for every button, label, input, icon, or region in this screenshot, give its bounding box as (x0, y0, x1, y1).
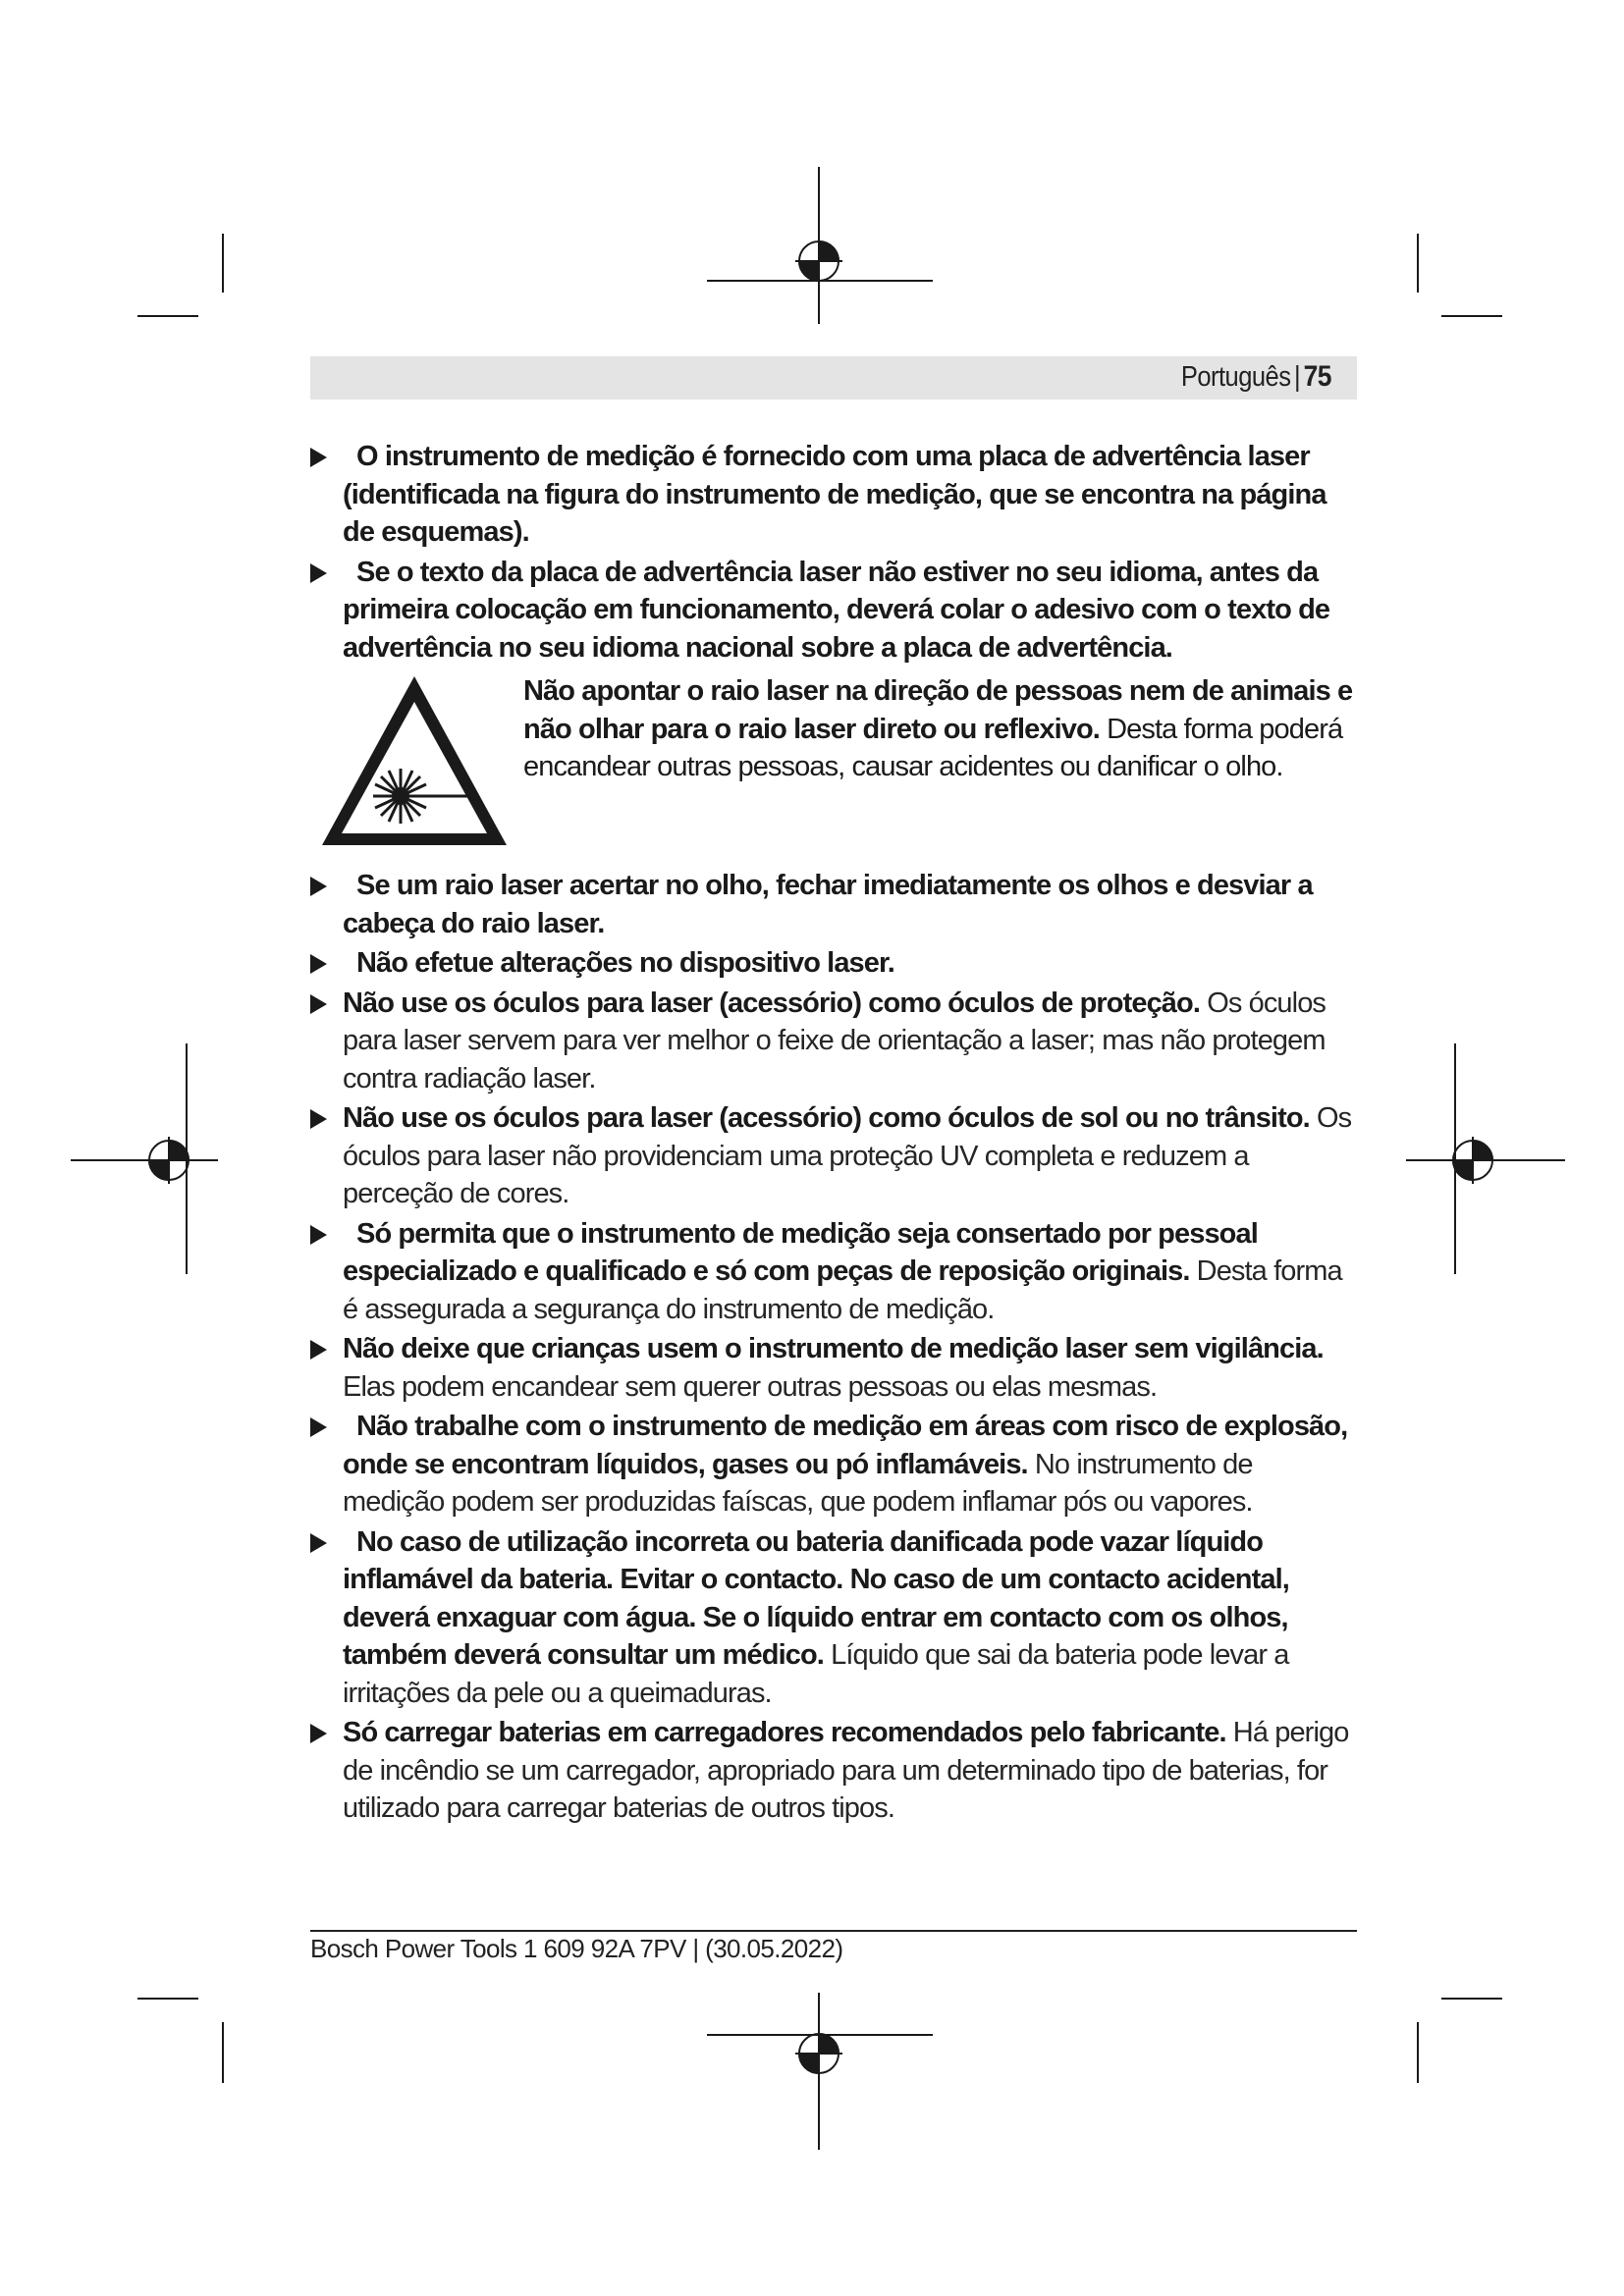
item-lead: Não efetue alterações no dispositivo laser. (356, 947, 894, 979)
header-separator: | (1294, 361, 1301, 393)
item-lead: Só carregar baterias em carregadores recomendados pelo fabricante. (343, 1717, 1226, 1748)
registration-mark-right-icon (1406, 1043, 1565, 1274)
registration-mark-top-icon (707, 167, 933, 324)
item-lead: No caso de utilização incorreta ou bateria danificada pode vazar líquido inflamável da bateria. Evitar o contacto. No caso de um contacto acidental, deverá enxaguar com água. Se o líquido entrar em contacto com os olhos, também deverá consultar um médico. (343, 1525, 1289, 1671)
list-item (310, 1408, 1357, 1522)
triangle-right-icon (310, 877, 327, 896)
header-title (1181, 360, 1331, 394)
item-lead: Não deixe que crianças usem o instrumento de medição laser sem vigilância. (343, 1333, 1324, 1364)
safety-instructions (310, 438, 1357, 1830)
footer-rule (310, 1930, 1357, 1932)
triangle-right-icon (310, 1109, 327, 1129)
item-body: Líquido que sai da bateria pode levar a irritações da pele ou a queimaduras. (343, 1639, 1289, 1709)
list-item (310, 1523, 1357, 1713)
registration-mark-bottom-icon (707, 1993, 933, 2150)
triangle-right-icon (310, 448, 327, 467)
triangle-right-icon (310, 1340, 327, 1360)
triangle-right-icon (310, 994, 327, 1014)
page-number: 75 (1303, 360, 1331, 393)
triangle-right-icon (310, 1417, 327, 1437)
item-lead: Não use os óculos para laser (acessório) como óculos de sol ou no trânsito. (343, 1102, 1310, 1134)
item-lead: Não use os óculos para laser (acessório) como óculos de proteção. (343, 987, 1201, 1019)
page-header (310, 356, 1357, 400)
laser-warning-text (523, 672, 1368, 786)
item-lead: O instrumento de medição é fornecido com uma placa de advertência laser (identificada na figura do instrumento de medição, que se encontra na página de esquemas). (343, 441, 1326, 548)
item-body: Elas podem encandear sem querer outras pessoas ou elas mesmas. (343, 1370, 1158, 1403)
list-item (310, 867, 1357, 942)
warning-lead: Não apontar o raio laser na direção de pessoas nem de animais e não olhar para o raio laser direto ou reflexivo. (523, 675, 1353, 745)
warning-body: Desta forma poderá encandear outras pessoas, causar acidentes ou danificar o olho. (523, 713, 1343, 782)
list-item (310, 944, 1357, 983)
item-body: Há perigo de incêndio se um carregador, apropriado para um determinado tipo de baterias, for utilizado para carregar baterias de outros tipos. (343, 1717, 1349, 1824)
item-lead: Se o texto da placa de advertência laser não estiver no seu idioma, antes da primeira colocação em funcionamento, deverá colar o adesivo com o texto de advertência no seu idioma nacional sobre a placa de advertência. (343, 556, 1330, 664)
list-item (310, 1714, 1357, 1828)
list-item (310, 438, 1357, 552)
list-item (310, 985, 1357, 1098)
laser-warning-block (310, 672, 1357, 855)
item-body: No instrumento de medição podem ser produzidas faíscas, que podem inflamar pós ou vapores. (343, 1448, 1253, 1518)
triangle-right-icon (310, 1225, 327, 1245)
page-footer: Bosch Power Tools 1 609 92A 7PV | (30.05.2022) (310, 1934, 843, 1963)
triangle-right-icon (310, 1533, 327, 1553)
triangle-right-icon (310, 563, 327, 583)
list-item (310, 1215, 1357, 1329)
item-lead: Só permita que o instrumento de medição seja consertado por pessoal especializado e qualificado e só com peças de reposição originais. (343, 1217, 1258, 1287)
registration-mark-left-icon (71, 1043, 218, 1274)
header-language: Português (1180, 361, 1291, 393)
list-item (310, 1099, 1357, 1213)
laser-warning-triangle-icon (318, 672, 511, 849)
item-body: Desta forma é assegurada a segurança do instrumento de medição. (343, 1255, 1342, 1325)
item-lead: Se um raio laser acertar no olho, fechar imediatamente os olhos e desviar a cabeça do raio laser. (343, 870, 1313, 939)
list-item (310, 554, 1357, 667)
item-body: Os óculos para laser servem para ver melhor o feixe de orientação a laser; mas não protegem contra radiação laser. (343, 987, 1326, 1095)
triangle-right-icon (310, 954, 327, 974)
triangle-right-icon (310, 1724, 327, 1743)
item-lead: Não trabalhe com o instrumento de medição em áreas com risco de explosão, onde se encontram líquidos, gases ou pó inflamáveis. (343, 1411, 1348, 1480)
list-item (310, 1330, 1357, 1406)
item-body: Os óculos para laser não providenciam uma proteção UV completa e reduzem a perceção de cores. (343, 1102, 1352, 1209)
